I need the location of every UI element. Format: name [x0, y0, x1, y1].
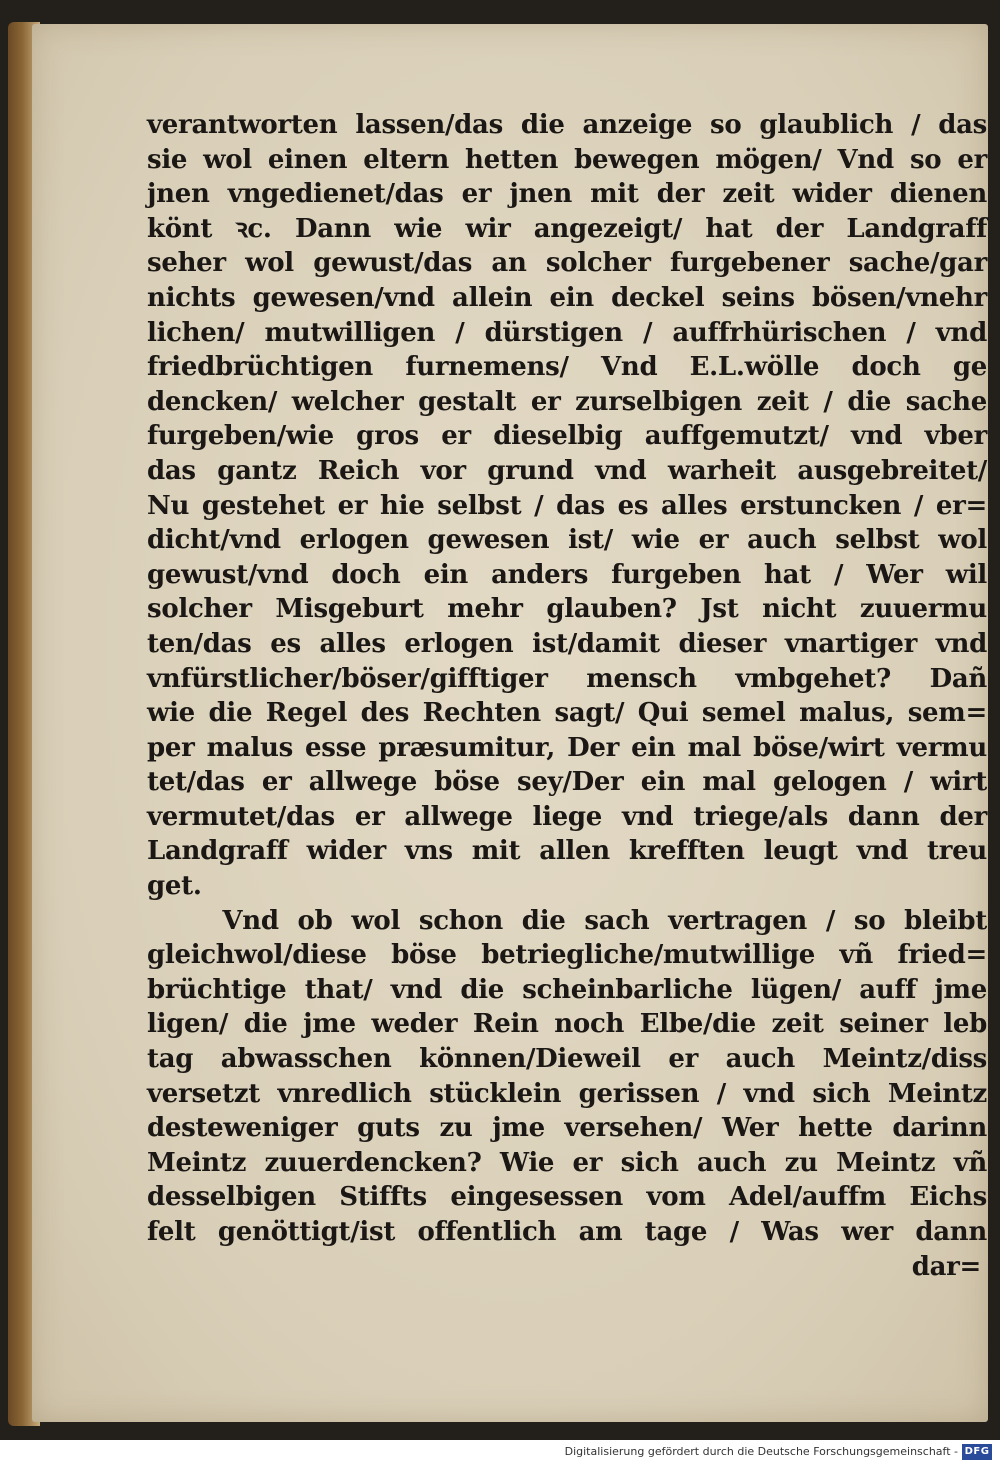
text-line: tag abwasschen können/Dieweil er auch Meintz/diss: [147, 1044, 987, 1075]
text-line: dencken/ welcher gestalt er zurselbigen zeit / die sache: [147, 386, 987, 417]
text-line: verantworten lassen/das die anzeige so glaublich / das: [147, 110, 987, 140]
text-line: Nu gestehet er hie selbst / das es alles erstuncken / er=: [147, 490, 987, 521]
book-page: [32, 24, 988, 1422]
text-block: [147, 108, 987, 1284]
text-line: felt genöttigt/ist offentlich am tage / Was wer dann: [147, 1217, 987, 1247]
text-line: tet/das er allwege böse sey/Der ein mal gelogen / wirt: [147, 767, 987, 798]
dfg-logo: DFG: [962, 1444, 992, 1460]
funding-credit: Digitalisierung gefördert durch die Deutsche Forschungsgemeinschaft -: [564, 1445, 958, 1458]
text-line: gleichwol/diese böse betriegliche/mutwillige vñ fried=: [147, 940, 987, 971]
text-line: nichts gewesen/vnd allein ein deckel seins bösen/vnehr: [147, 282, 987, 313]
text-line: ligen/ die jme weder Rein noch Elbe/die zeit seiner leb: [147, 1009, 987, 1040]
text-line: friedbrüchtigen furnemens/ Vnd E.L.wölle doch ge: [147, 352, 987, 383]
text-line: vermutet/das er allwege liege vnd triege/als dann der: [147, 801, 987, 832]
text-line: dicht/vnd erlogen gewesen ist/ wie er auch selbst wol: [147, 525, 987, 556]
text-line: jnen vngedienet/das er jnen mit der zeit wider dienen: [147, 179, 987, 210]
text-line: solcher Misgeburt mehr glauben? Jst nicht zuuermu: [147, 594, 987, 625]
text-line: Meintz zuuerdencken? Wie er sich auch zu Meintz vñ: [147, 1147, 987, 1178]
text-line: Vnd ob wol schon die sach vertragen / so bleibt: [147, 905, 987, 936]
text-line: furgeben/wie gros er dieselbig auffgemutzt/ vnd vber: [147, 421, 987, 452]
text-line: gewust/vnd doch ein anders furgeben hat / Wer wil: [147, 559, 987, 590]
text-line: wie die Regel des Rechten sagt/ Qui semel malus, sem=: [147, 698, 987, 729]
catchword: dar=: [911, 1251, 981, 1282]
text-line: lichen/ mutwilligen / dürstigen / auffrhürischen / vnd: [147, 317, 987, 348]
text-line: desteweniger guts zu jme versehen/ Wer hette darinn: [147, 1113, 987, 1144]
text-line: desselbigen Stiffts eingesessen vom Adel/auffm Eichs: [147, 1182, 987, 1213]
text-line: vnfürstlicher/böser/gifftiger mensch vmbgehet? Dañ: [147, 663, 987, 694]
text-line: versetzt vnredlich stücklein gerissen / vnd sich Meintz: [147, 1078, 987, 1109]
text-line: seher wol gewust/das an solcher furgebener sache/gar: [147, 248, 987, 279]
footer-bar: [0, 1440, 1000, 1465]
text-line: brüchtige that/ vnd die scheinbarliche lügen/ auff jme: [147, 974, 987, 1005]
text-line: Landgraff wider vns mit allen krefften leugt vnd treu: [147, 836, 987, 867]
text-line: könt ꝛc. Dann wie wir angezeigt/ hat der Landgraff: [147, 213, 987, 244]
text-line: ten/das es alles erlogen ist/damit dieser vnartiger vnd: [147, 628, 987, 659]
text-line: sie wol einen eltern hetten bewegen mögen/ Vnd so er: [147, 144, 987, 175]
text-line: das gantz Reich vor grund vnd warheit ausgebreitet/: [147, 455, 987, 486]
text-line: get.: [147, 871, 202, 902]
text-line: per malus esse præsumitur, Der ein mal böse/wirt vermu: [147, 732, 987, 763]
